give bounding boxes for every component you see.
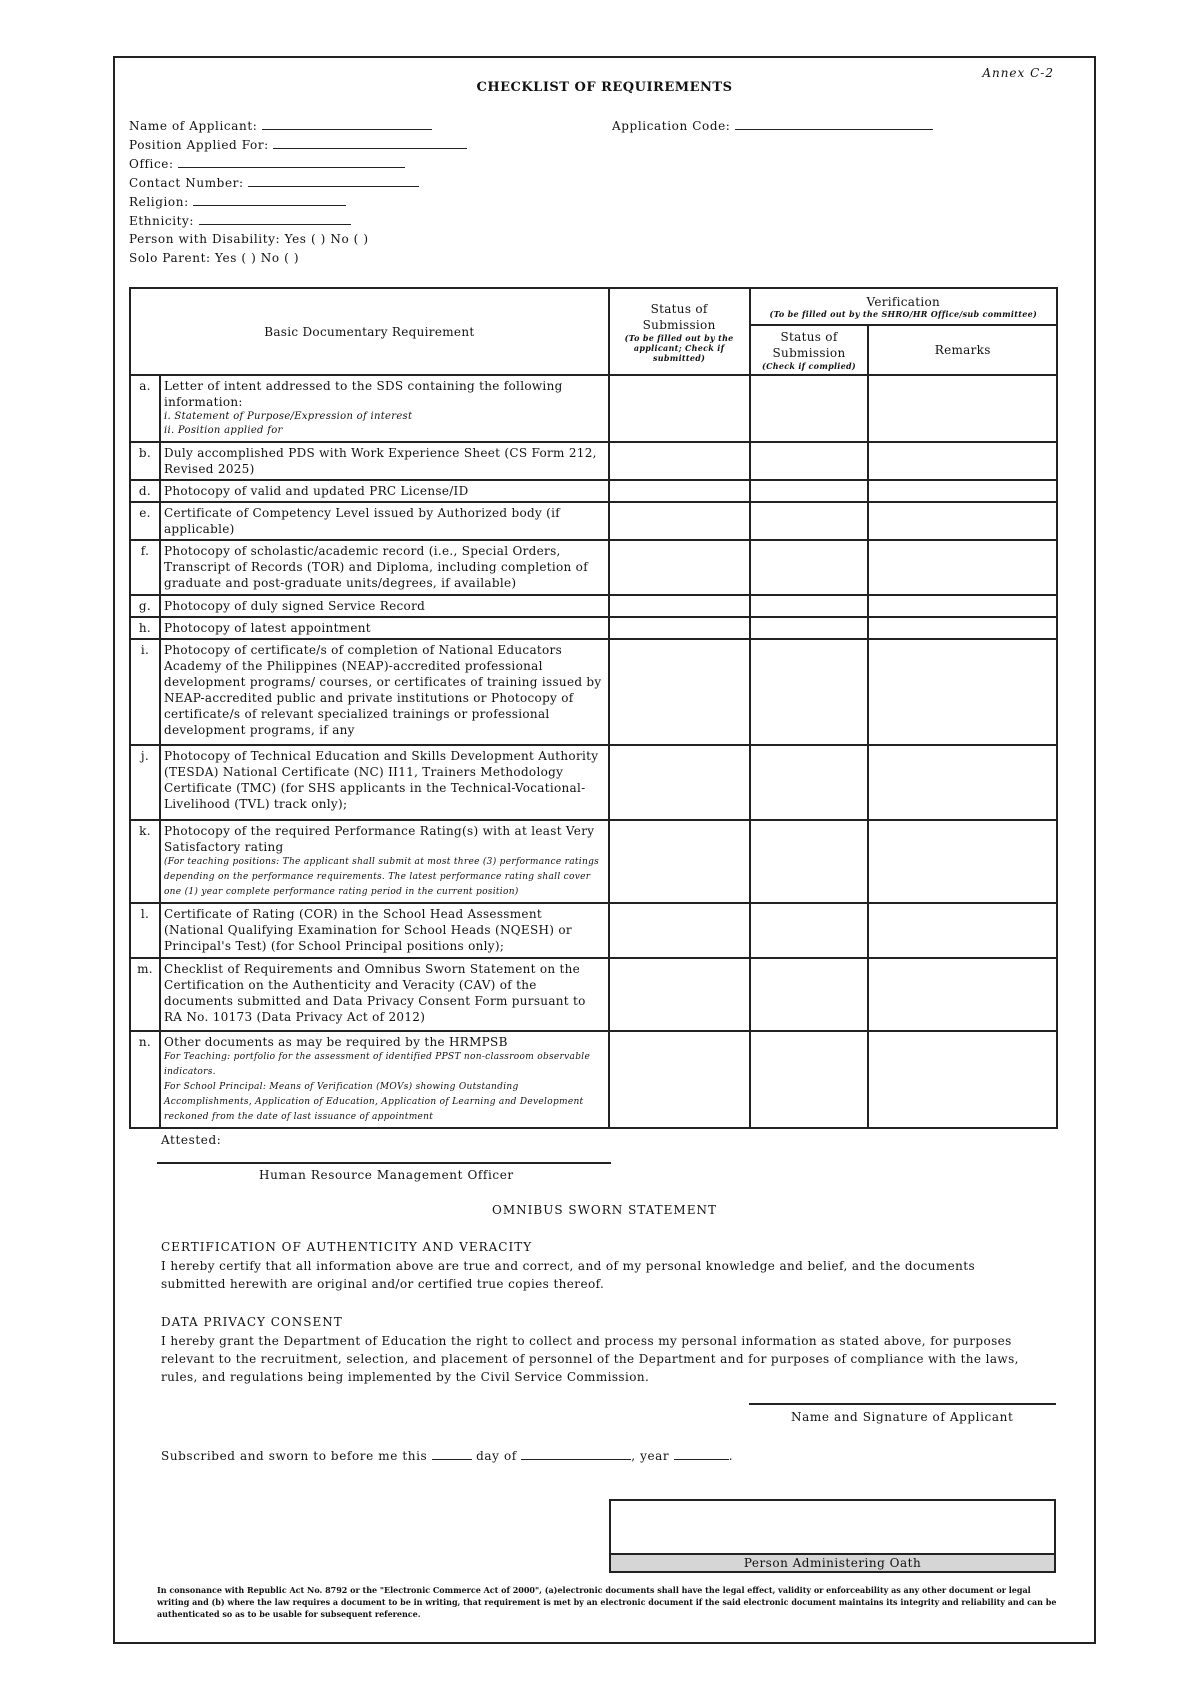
- row-letter: l.: [130, 903, 160, 958]
- col-header-status-label: Status of Submission: [642, 301, 716, 332]
- verification-status-cell[interactable]: [750, 480, 869, 502]
- col-header-verification-note: (To be filled out by the SHRO/HR Office/sub committee): [769, 308, 1038, 319]
- oath-signature-box[interactable]: [609, 1499, 1056, 1555]
- remarks-cell[interactable]: [868, 595, 1057, 617]
- remarks-cell[interactable]: [868, 480, 1057, 502]
- status-cell[interactable]: [609, 442, 750, 480]
- row-requirement: [160, 958, 609, 1031]
- col-header-ver-status: [750, 325, 869, 375]
- row-requirement: [160, 540, 609, 595]
- col-header-requirement: Basic Documentary Requirement: [130, 288, 609, 375]
- office-field[interactable]: [129, 156, 405, 171]
- ethnicity-label: Ethnicity:: [129, 214, 195, 228]
- remarks-cell[interactable]: [868, 540, 1057, 595]
- row-letter: f.: [130, 540, 160, 595]
- checklist-form: [113, 56, 1096, 1644]
- dpc-text: I hereby grant the Department of Education the right to collect and process my personal information as stated above, for purposes relevant to the recruitment, selection, and placement of personnel of the Department and for purposes of compliance with the laws, rules, and regulations being implemented by the Civil Service Commission.: [161, 1334, 1019, 1384]
- table-row: [130, 540, 1057, 595]
- position-applied-blank[interactable]: [273, 137, 467, 149]
- name-of-applicant-blank[interactable]: [262, 118, 432, 130]
- position-applied-label: Position Applied For:: [129, 138, 269, 152]
- row-requirement: [160, 903, 609, 958]
- status-cell[interactable]: [609, 595, 750, 617]
- solo-parent-field[interactable]: Solo Parent: Yes ( ) No ( ): [129, 251, 300, 265]
- requirement-text: Photocopy of Technical Education and Skills Development Authority (TESDA) National Certificate (NC) II11, Trainers Methodology Certificate (TMC) (for SHS applicants in the Technical-Vocational-Livelihood (TVL) track only);: [163, 749, 599, 811]
- attested-label: Attested:: [161, 1133, 222, 1147]
- row-requirement: [160, 820, 609, 903]
- table-row: [130, 502, 1057, 540]
- contact-number-label: Contact Number:: [129, 176, 244, 190]
- status-cell[interactable]: [609, 375, 750, 442]
- table-row: [130, 745, 1057, 820]
- verification-status-cell[interactable]: [750, 639, 869, 745]
- requirement-text: Certificate of Rating (COR) in the School Head Assessment (National Qualifying Examination for School Heads (NQESH) or Principal's Test) (for School Principal positions only);: [163, 907, 572, 953]
- row-requirement: [160, 1031, 609, 1128]
- requirement-text: Duly accomplished PDS with Work Experience Sheet (CS Form 212, Revised 2025): [163, 446, 597, 476]
- row-letter: i.: [130, 639, 160, 745]
- row-requirement: [160, 595, 609, 617]
- sworn-text-b: day of: [476, 1449, 517, 1463]
- remarks-cell[interactable]: [868, 958, 1057, 1031]
- row-requirement: [160, 745, 609, 820]
- requirement-text: Letter of intent addressed to the SDS containing the following information:: [163, 379, 563, 409]
- remarks-cell[interactable]: [868, 1031, 1057, 1128]
- table-row: [130, 595, 1057, 617]
- status-cell[interactable]: [609, 820, 750, 903]
- row-requirement: [160, 480, 609, 502]
- footnote: In consonance with Republic Act No. 8792 or the "Electronic Commerce Act of 2000", (a)electronic documents shall have the legal effect, validity or enforceability as any other document or legal writing and (b) where the law requires a document to be in writing, that requirement is met by an electronic document if the said electronic document maintains its integrity and reliability and can be authenticated so as to be usable for subsequent reference.: [157, 1585, 1057, 1619]
- table-row: [130, 375, 1057, 442]
- table-row: [130, 442, 1057, 480]
- cav-text: I hereby certify that all information above are true and correct, and of my personal knowledge and belief, and the documents submitted herewith are original and/or certified true copies thereof.: [161, 1259, 976, 1291]
- requirement-text: Certificate of Competency Level issued by Authorized body (if applicable): [163, 506, 561, 536]
- sworn-month-blank[interactable]: [521, 1448, 631, 1460]
- col-header-verification-label: Verification: [866, 294, 941, 309]
- row-requirement: [160, 442, 609, 480]
- application-code-blank[interactable]: [735, 118, 933, 130]
- col-header-status: [609, 288, 750, 375]
- remarks-cell[interactable]: [868, 375, 1057, 442]
- remarks-cell[interactable]: [868, 903, 1057, 958]
- remarks-cell[interactable]: [868, 639, 1057, 745]
- verification-status-cell[interactable]: [750, 502, 869, 540]
- row-letter: h.: [130, 617, 160, 639]
- office-label: Office:: [129, 157, 174, 171]
- name-of-applicant-field[interactable]: [129, 118, 432, 133]
- row-letter: n.: [130, 1031, 160, 1128]
- status-cell[interactable]: [609, 1031, 750, 1128]
- contact-number-field[interactable]: [129, 175, 419, 190]
- religion-blank[interactable]: [193, 194, 346, 206]
- hrmo-label: Human Resource Management Officer: [259, 1168, 514, 1182]
- row-letter: d.: [130, 480, 160, 502]
- name-of-applicant-label: Name of Applicant:: [129, 119, 258, 133]
- sworn-text-c: , year: [631, 1449, 670, 1463]
- status-cell[interactable]: [609, 639, 750, 745]
- sworn-text-d: .: [728, 1449, 734, 1463]
- omnibus-title: OMNIBUS SWORN STATEMENT: [492, 1203, 717, 1217]
- remarks-cell[interactable]: [868, 820, 1057, 903]
- row-requirement: [160, 502, 609, 540]
- status-cell[interactable]: [609, 958, 750, 1031]
- requirement-note: (For teaching positions: The applicant shall submit at most three (3) performance ratings depending on the performance requirements. The latest performance rating shall cover one (1) year complete performance rating period in the current position): [163, 857, 600, 897]
- row-letter: a.: [130, 375, 160, 442]
- verification-status-cell[interactable]: [750, 595, 869, 617]
- status-cell[interactable]: [609, 745, 750, 820]
- applicant-signature-label: Name and Signature of Applicant: [791, 1410, 1014, 1424]
- requirement-subitem: i. Statement of Purpose/Expression of interest: [163, 411, 413, 422]
- row-letter: m.: [130, 958, 160, 1031]
- ethnicity-blank[interactable]: [199, 213, 351, 225]
- requirement-text: Photocopy of duly signed Service Record: [163, 599, 426, 613]
- requirement-text: Photocopy of scholastic/academic record (i.e., Special Orders, Transcript of Records (TOR) and Diploma, including completion of graduate and post-graduate units/degrees, if available): [163, 544, 588, 590]
- verification-status-cell[interactable]: [750, 903, 869, 958]
- row-letter: k.: [130, 820, 160, 903]
- verification-status-cell[interactable]: [750, 1031, 869, 1128]
- status-cell[interactable]: [609, 903, 750, 958]
- row-requirement: [160, 375, 609, 442]
- religion-field[interactable]: [129, 194, 346, 209]
- requirement-text: Photocopy of certificate/s of completion of National Educators Academy of the Philippines (NEAP)-accredited professional development programs/ courses, or certificates of training issued by NEAP-accredited public and private institutions or Photocopy of certificate/s of relevant specialized trainings or professional development programs, if any: [163, 643, 602, 737]
- dpc-title: DATA PRIVACY CONSENT: [161, 1315, 343, 1329]
- remarks-cell[interactable]: [868, 442, 1057, 480]
- position-applied-field[interactable]: [129, 137, 467, 152]
- row-letter: g.: [130, 595, 160, 617]
- table-row: [130, 617, 1057, 639]
- cav-title: CERTIFICATION OF AUTHENTICITY AND VERACITY: [161, 1240, 533, 1254]
- table-row: [130, 820, 1057, 903]
- requirement-text: Photocopy of the required Performance Rating(s) with at least Very Satisfactory rating: [163, 824, 595, 854]
- requirement-text: Other documents as may be required by the HRMPSB: [163, 1035, 508, 1049]
- sworn-year-blank[interactable]: [674, 1448, 729, 1460]
- religion-label: Religion:: [129, 195, 189, 209]
- form-title: CHECKLIST OF REQUIREMENTS: [476, 80, 733, 95]
- applicant-signature-line[interactable]: [749, 1403, 1056, 1405]
- verification-status-cell[interactable]: [750, 617, 869, 639]
- requirement-text: Checklist of Requirements and Omnibus Sworn Statement on the Certification on the Authenticity and Veracity (CAV) of the documents submitted and Data Privacy Consent Form pursuant to RA No. 10173 (Data Privacy Act of 2012): [163, 962, 586, 1024]
- row-letter: j.: [130, 745, 160, 820]
- office-blank[interactable]: [178, 156, 405, 168]
- table-row: [130, 903, 1057, 958]
- oath-label: Person Administering Oath: [609, 1555, 1056, 1573]
- verification-status-cell[interactable]: [750, 540, 869, 595]
- contact-number-blank[interactable]: [248, 175, 419, 187]
- row-letter: b.: [130, 442, 160, 480]
- status-cell[interactable]: [609, 540, 750, 595]
- col-header-ver-status-note: (Check if complied): [761, 361, 857, 371]
- remarks-cell[interactable]: [868, 745, 1057, 820]
- requirements-table: [129, 287, 1058, 1129]
- remarks-cell[interactable]: [868, 617, 1057, 639]
- row-letter: e.: [130, 502, 160, 540]
- status-cell[interactable]: [609, 617, 750, 639]
- col-header-remarks: Remarks: [868, 325, 1057, 375]
- verification-status-cell[interactable]: [750, 958, 869, 1031]
- hrmo-signature-line[interactable]: [157, 1162, 611, 1164]
- table-row: [130, 1031, 1057, 1128]
- application-code-label: Application Code:: [612, 119, 731, 133]
- requirement-note: For School Principal: Means of Verification (MOVs) showing Outstanding Accomplishments, Application of Education, Application of Learning and Development reckoned from the date of last issuance of appointment: [163, 1082, 584, 1122]
- sworn-statement: [161, 1448, 733, 1463]
- requirement-subitem: ii. Position applied for: [163, 425, 283, 436]
- table-row: [130, 958, 1057, 1031]
- table-row: [130, 480, 1057, 502]
- status-cell[interactable]: [609, 480, 750, 502]
- row-requirement: [160, 617, 609, 639]
- sworn-text-a: Subscribed and sworn to before me this: [161, 1449, 428, 1463]
- verification-status-cell[interactable]: [750, 820, 869, 903]
- annex-label: Annex C-2: [982, 66, 1054, 80]
- verification-status-cell[interactable]: [750, 442, 869, 480]
- pwd-field[interactable]: Person with Disability: Yes ( ) No ( ): [129, 232, 369, 246]
- table-row: [130, 639, 1057, 745]
- sworn-day-blank[interactable]: [432, 1448, 472, 1460]
- col-header-verification: [750, 288, 1057, 325]
- col-header-status-note: (To be filled out by the applicant; Check if submitted): [624, 332, 734, 363]
- row-requirement: [160, 639, 609, 745]
- status-cell[interactable]: [609, 502, 750, 540]
- col-header-ver-status-label: Status of Submission: [772, 330, 846, 360]
- application-code-field[interactable]: [612, 118, 933, 133]
- ethnicity-field[interactable]: [129, 213, 351, 228]
- verification-status-cell[interactable]: [750, 745, 869, 820]
- remarks-cell[interactable]: [868, 502, 1057, 540]
- verification-status-cell[interactable]: [750, 375, 869, 442]
- requirement-text: Photocopy of valid and updated PRC License/ID: [163, 484, 469, 498]
- requirement-text: Photocopy of latest appointment: [163, 621, 371, 635]
- requirement-note: For Teaching: portfolio for the assessment of identified PPST non-classroom observable indicators.: [163, 1052, 591, 1077]
